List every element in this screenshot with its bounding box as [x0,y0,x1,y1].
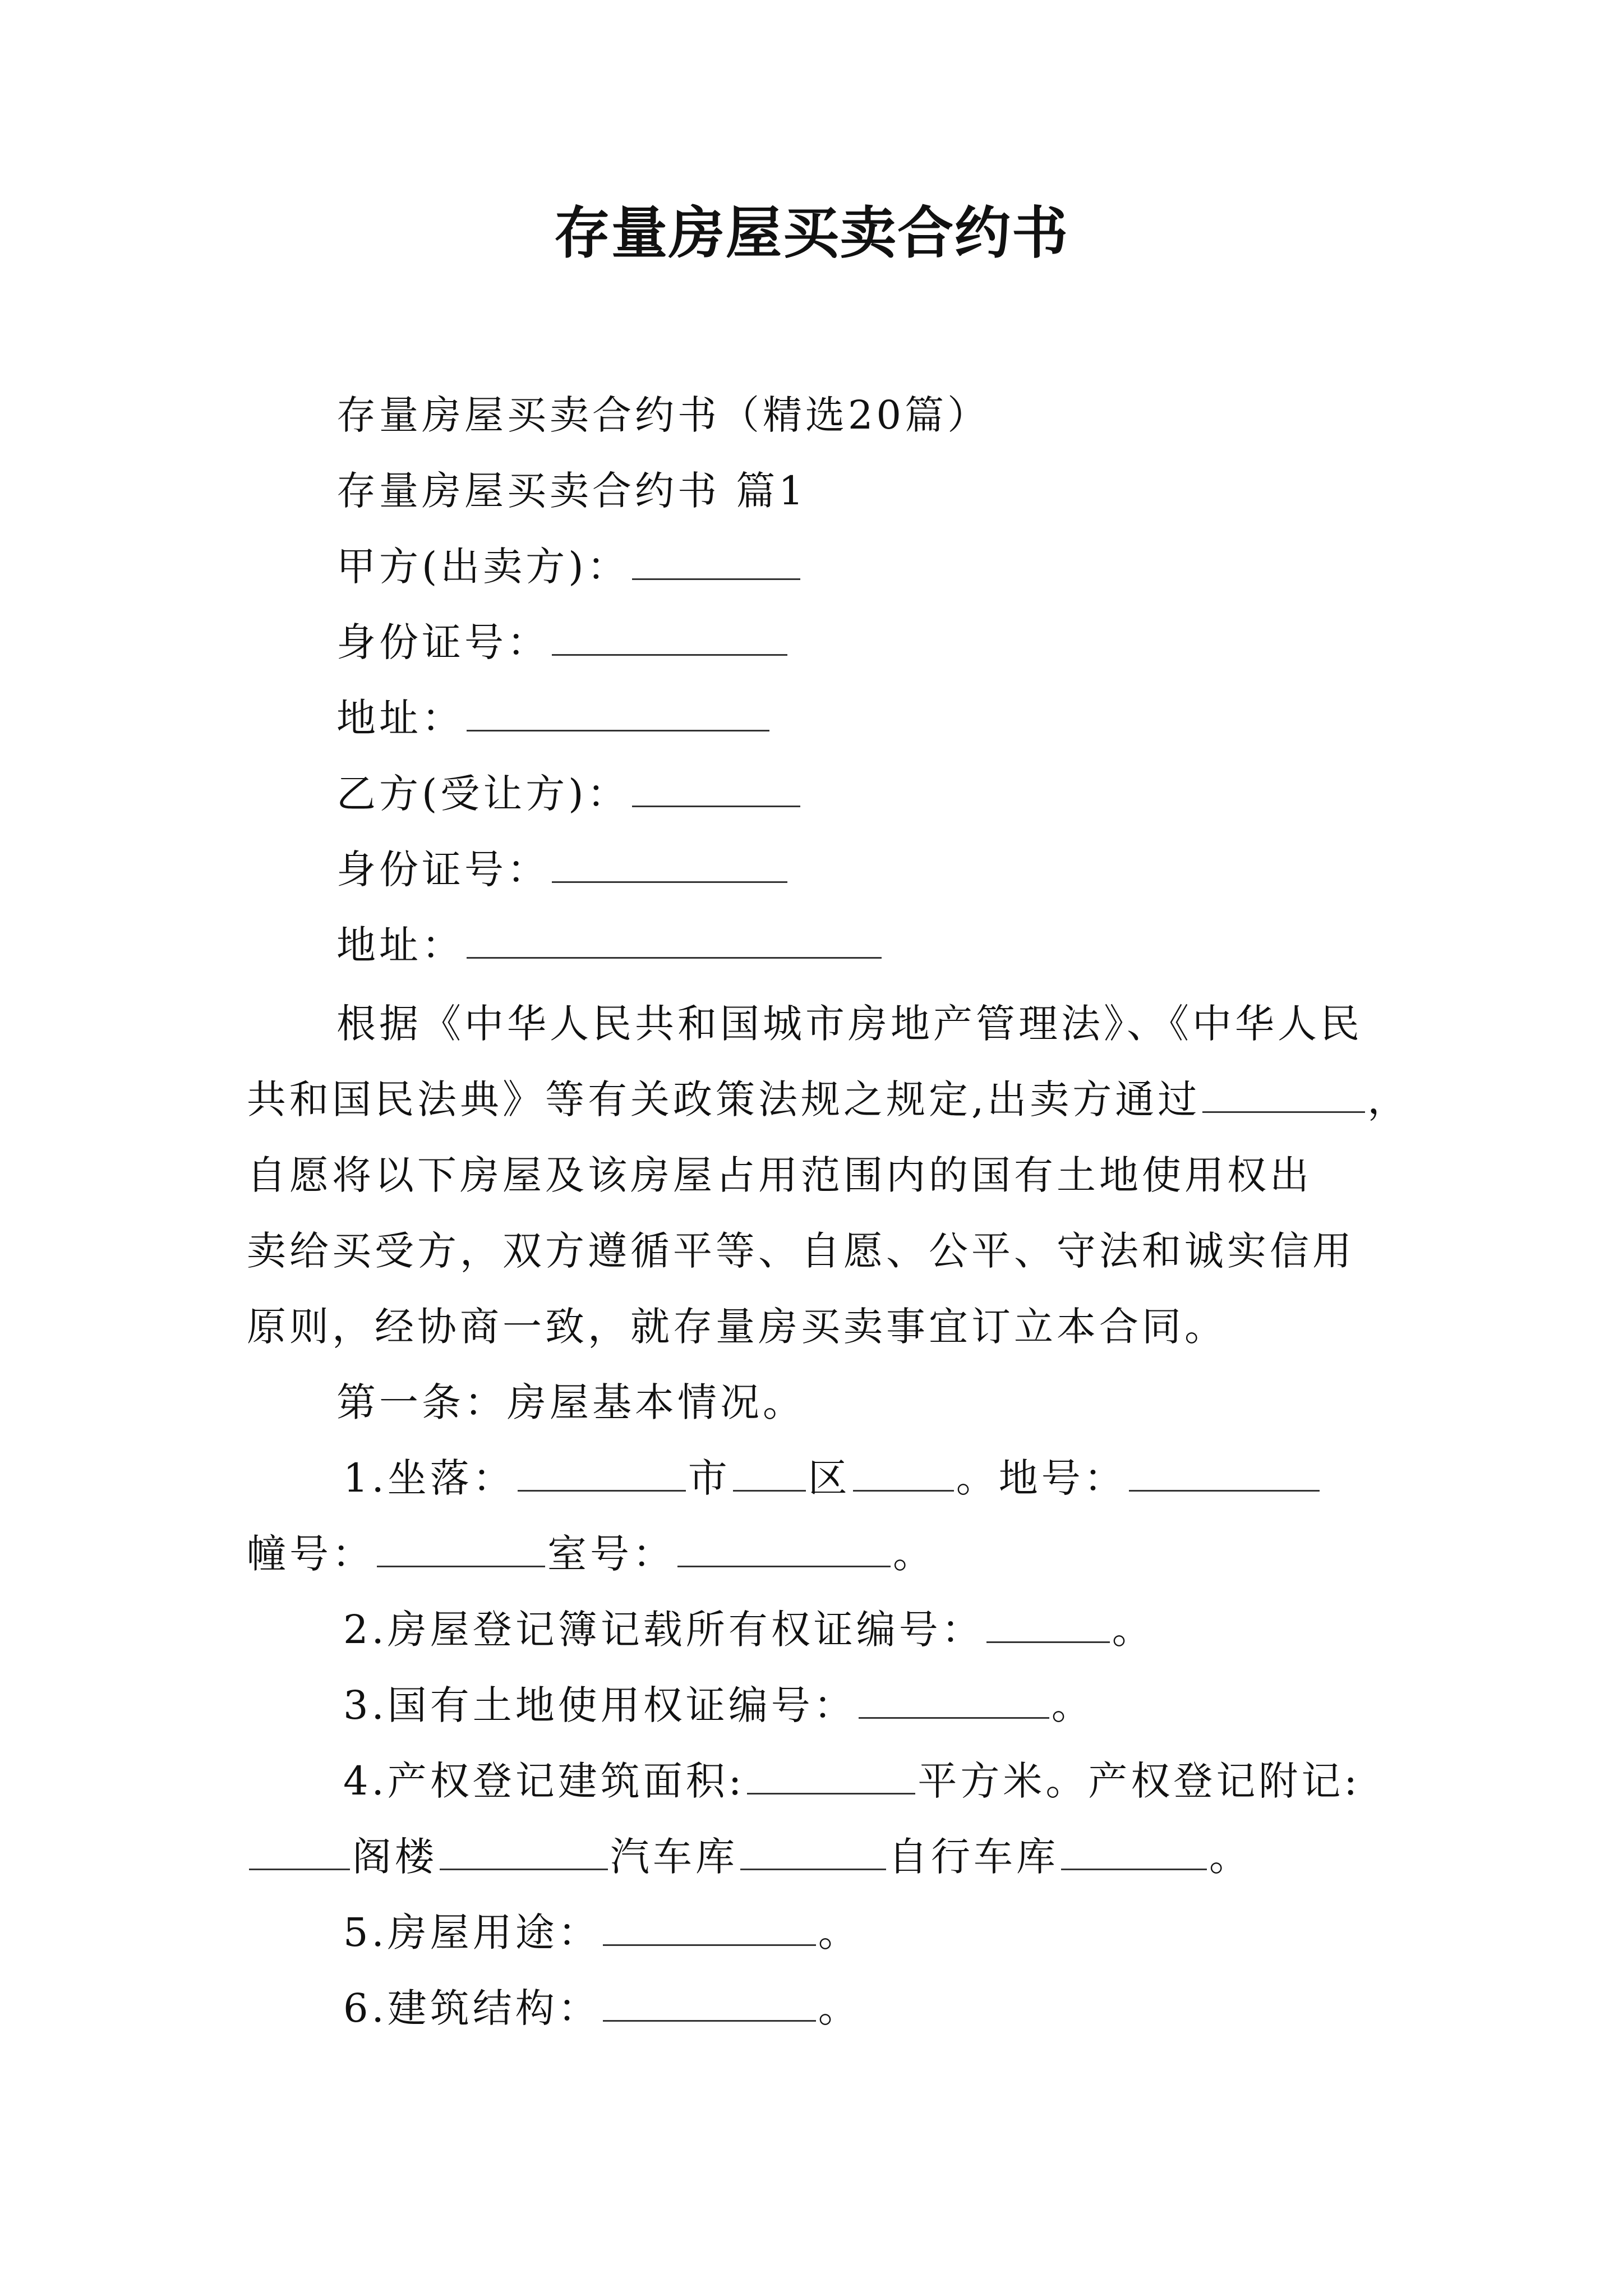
seller-line [336,539,1475,595]
buyer-address-blank[interactable] [467,923,882,959]
article-1-heading: 第一条：房屋基本情况。 [336,1379,805,1425]
seller-blank[interactable] [632,545,800,580]
bicycle-garage-blank[interactable] [1061,1835,1207,1870]
area-blank[interactable] [853,1456,954,1492]
buyer-blank[interactable] [632,772,800,807]
paragraph-line-5: 原则，经协商一致，就存量房买卖事宜订立本合同。 [247,1304,1227,1350]
attic-blank[interactable] [249,1835,350,1870]
paragraph-line-4: 卖给买受方，双方遵循平等、自愿、公平、守法和诚实信用 [247,1228,1355,1274]
building-area-blank[interactable] [747,1759,915,1795]
buyer-address-label: 地址： [336,922,464,968]
paragraph-line-2: 共和国民法典》等有关政策法规之规定,出卖方通过 ， [247,1076,1410,1122]
seller-id-blank[interactable] [552,620,787,656]
garage-blank[interactable] [440,1835,608,1870]
seller-address-line [336,690,1475,746]
room-number-blank[interactable] [677,1532,891,1567]
usage-blank[interactable] [603,1911,816,1946]
land-number-blank[interactable] [1129,1456,1320,1492]
seller-id-label: 身份证号： [336,619,550,665]
buyer-label: 乙方(受让方)： [336,771,630,817]
structure-blank[interactable] [603,1986,816,2022]
city-blank[interactable] [518,1456,686,1492]
paragraph-line-3: 自愿将以下房屋及该房屋占用范围内的国有土地使用权出 [247,1152,1312,1198]
buyer-id-label: 身份证号： [336,846,550,892]
seller-label: 甲方(出卖方)： [336,544,630,590]
ownership-cert-blank[interactable] [986,1608,1110,1643]
seller-id-line [336,614,1475,670]
item-4-area: 4.产权登记建筑面积: 平方米。产权登记附记: [343,1758,1361,1804]
district-blank[interactable] [733,1456,806,1492]
paragraph-line-1: 根据《中华人民共和国城市房地产管理法》、《中华人民 [336,1001,1363,1047]
item-2-certificate: 2.房屋登记簿记载所有权证编号： 。 [343,1607,1155,1653]
bicycle-garage-pre-blank[interactable] [740,1835,886,1870]
item-4-appendix: 阁楼 汽车库 自行车库 。 [247,1829,1385,1885]
item-1-building: 幢号： 室号： 。 [247,1531,935,1577]
item-6-structure: 6.建筑结构： 。 [343,1985,861,2031]
subtitle: 存量房屋买卖合约书（精选20篇） [336,392,990,438]
buyer-id-blank[interactable] [552,848,787,883]
chapter-heading: 存量房屋买卖合约书 篇1 [336,468,807,514]
item-5-usage: 5.房屋用途： 。 [343,1910,861,1955]
item-1-location: 1.坐落： 市 区 。地号： [343,1450,1482,1506]
item-3-land-cert: 3.国有土地使用权证编号： 。 [343,1682,1094,1728]
land-cert-blank[interactable] [859,1683,1049,1719]
seller-address-blank[interactable] [467,696,769,731]
buyer-id-line [336,841,1475,898]
seller-address-label: 地址： [336,695,464,741]
buyer-line [336,766,1475,822]
page-title: 存量房屋买卖合约书 [554,200,1069,266]
transfer-means-blank[interactable] [1202,1078,1365,1113]
building-number-blank[interactable] [377,1532,545,1567]
buyer-address-line [336,917,1475,973]
